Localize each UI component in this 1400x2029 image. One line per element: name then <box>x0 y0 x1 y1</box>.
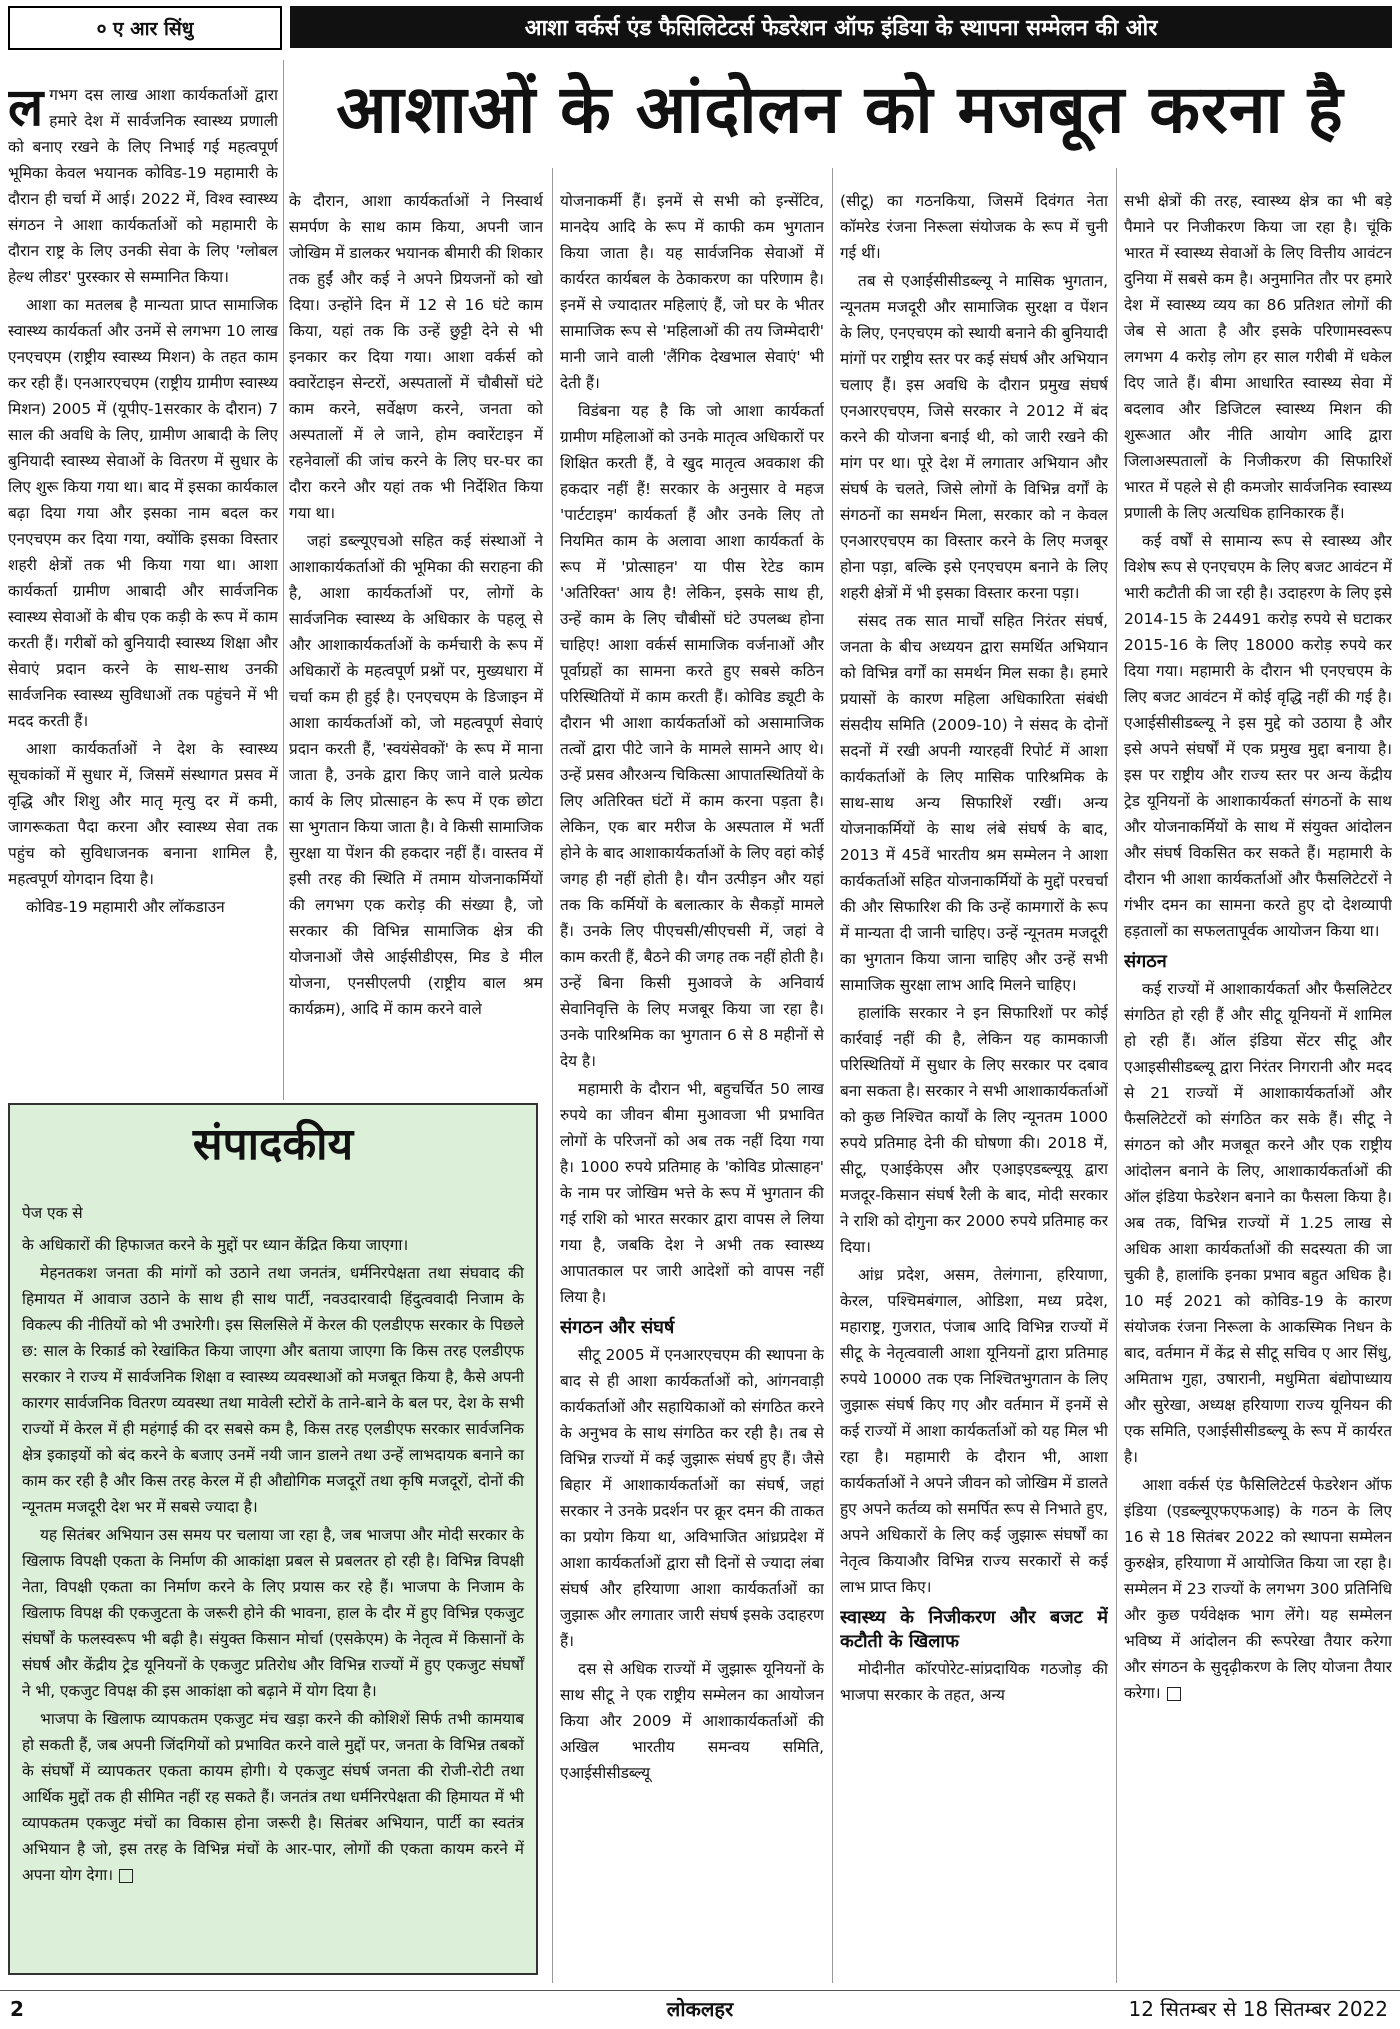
article-paragraph: आशा का मतलब है मान्यता प्राप्त सामाजिक स्वास्थ्य कार्यकर्ता और उनमें से लगभग 10 लाख एनएचएम (राष्ट्रीय स्वास्थ्य मिशन) के तहत काम कर रही हैं। एनआरएचएम (राष्ट्रीय ग्रामीण स्वास्थ्य मिशन) 2005 में (यूपीए-1सरकार के दौरान) 7 साल की अवधि के लिए, ग्रामीण आबादी के लिए बुनियादी स्वास्थ्य सेवाओं के वितरण में सुधार के लिए शुरू किया गया था। बाद में इसका कार्यकाल बढ़ा दिया गया और इसका नाम बदल कर एनएचएम कर दिया गया, क्योंकि इसका विस्तार शहरी क्षेत्रों तक भी किया गया था। आशा कार्यकर्ता ग्रामीण आबादी और सार्वजनिक स्वास्थ्य सेवाओं के बीच एक कड़ी के रूप में काम करती हैं। गरीबों को बुनियादी स्वास्थ्य शिक्षा और सेवाएं प्रदान करने के साथ-साथ उनकी सार्वजनिक स्वास्थ्य सुविधाओं तक पहुंचने में भी मदद करती हैं। <box>8 296 278 730</box>
article-paragraph: लगभग दस लाख आशा कार्यकर्ताओं द्वारा हमारे देश में सार्वजनिक स्वास्थ्य प्रणाली को बनाए रखने के लिए निभाई गई महत्वपूर्ण भूमिका केवल भयानक कोविड-19 महामारी के दौरान ही चर्चा में आई। 2022 में, विश्व स्वास्थ्य संगठन ने आशा कार्यकर्ताओं को महामारी के दौरान राष्ट्र के लिए उनकी सेवा के लिए 'ग्लोबल हेल्थ लीडर' पुरस्कार से सम्मानित किया। <box>8 82 278 286</box>
editorial-title: संपादकीय <box>192 1119 354 1170</box>
editorial-paragraph: मेहनतकश जनता की मांगों को उठाने तथा जनतंत्र, धर्मनिरपेक्षता तथा संघवाद की हिमायत में आवाज उठाने के साथ ही साथ पार्टी, नवउदारवादी हिंदुत्ववादी निजाम के विकल्प की नीतियों को भी उभारेगी। इस सिलसिले में केरल की एलडीएफ सरकार के पिछले छ: साल के रिकार्ड को रेखांकित किया जाएगा और बताया जाएगा कि किस तरह एलडीएफ सरकार ने राज्य में सार्वजनिक शिक्षा व स्वास्थ्य व्यवस्थाओं को मजबूत किया है, कैसे अपनी कारगर सार्वजनिक वितरण व्यवस्था तथा मावेली स्टोरों के ताने-बाने के बल पर, देश के सभी राज्यों में केरल में ही महंगाई की दर सबसे कम है, किस तरह एलडीएफ सरकार सार्वजनिक क्षेत्र इकाइयों को बंद करने के बजाए उनमें नयी जान डालने तथा उन्हें लाभदायक बनाने का काम कर रही है और किस तरह केरल में ही औद्योगिक मजदूरों तथा कृषि मजदूरों, दोनों की न्यूनतम मजदूरी देश भर में सबसे ज्यादा है। <box>22 1264 524 1516</box>
subheading: स्वास्थ्य के निजीकरण और बजट में कटौती के खिलाफ <box>840 1607 1108 1652</box>
article-paragraph: जहां डब्ल्यूएचओ सहित कई संस्थाओं ने आशाकार्यकर्ताओं की भूमिका की सराहना की है, आशा कार्यकर्ताओं पर, लोगों के सार्वजनिक स्वास्थ्य के अधिकार के पहलू से और आशाकार्यकर्ताओं के कर्मचारी के रूप में अधिकारों के महत्वपूर्ण प्रश्नों पर, मुख्यधारा में चर्चा कम ही हुई है। एनएचएम के डिजाइन में आशा कार्यकर्ताओं को, जो महत्वपूर्ण सेवाएं प्रदान करती हैं, 'स्वयंसेवकों' के रूप में माना जाता है, उनके द्वारा किए जाने वाले प्रत्येक कार्य के लिए प्रोत्साहन के रूप में एक छोटा सा भुगतान किया जाता है। वे किसी सामाजिक सुरक्षा या पेंशन की हकदार नहीं हैं। वास्तव में इसी तरह की स्थिति में तमाम योजनाकर्मियों की लगभग एक करोड़ की संख्या है, जो सरकार की विभिन्न सामाजिक क्षेत्र की योजनाओं जैसे आईसीडीएस, मिड डे मील योजना, एनसीएलपी (राष्ट्रीय बाल श्रम कार्यक्रम), आदि में काम करने वाले <box>289 532 543 1018</box>
article-column-5 <box>1124 188 1392 1978</box>
article-column-2 <box>289 188 543 1098</box>
continuation-label: पेज एक से <box>22 1204 83 1222</box>
author-byline: ० ए आर सिंधु <box>8 6 282 50</box>
article-paragraph: आशा वर्कर्स एंड फैसिलिटेटर्स फेडरेशन ऑफ इंडिया (एडब्ल्यूएफएफआइ) के गठन के लिए 16 से 18 सितंबर 2022 को स्थापना सम्मेलन कुरुक्षेत्र, हरियाणा में आयोजित किया जा रहा है। सम्मेलन में 23 राज्यों के लगभग 300 प्रतिनिधि और कुछ पर्यवेक्षक भाग लेंगे। यह सम्मेलन भविष्य में आंदोलन की रूपरेखा तैयार करेगा और संगठन के सुदृढ़ीकरण के लिए योजना तैयार करेगा। <box>1124 1476 1392 1702</box>
article-paragraph: के दौरान, आशा कार्यकर्ताओं ने निस्वार्थ समर्पण के साथ काम किया, अपनी जान जोखिम में डालकर भयानक बीमारी की शिकार तक हुईं और कई ने अपने प्रियजनों को खो दिया। उन्होंने दिन में 12 से 16 घंटे काम किया, यहां तक कि उन्हें छुट्टी देने से भी इनकार कर दिया गया। आशा वर्कर्स को क्वारेंटाइन सेन्टरों, अस्पतालों में चौबीसों घंटे काम करने, सर्वेक्षण करने, जनता को अस्पतालों में ले जाने, होम क्वारेंटाइन में रहनेवालों की जांच करने के लिए घर-घर का दौरा करने और यहां तक भी निर्देशित किया गया था। <box>289 192 543 522</box>
editorial-paragraph: भाजपा के खिलाफ व्यापकतम एकजुट मंच खड़ा करने की कोशिशें सिर्फ तभी कामयाब हो सकती हैं, जब अपनी जिंदगियों को प्रभावित करने वाले मुद्दों पर, जनता के विभिन्न तबकों के संघर्षों में व्यापकतर एकता कायम होगी। ये एकजुट संघर्ष जनता की रोजी-रोटी तथा आर्थिक मुद्दों तक ही सीमित नहीं रह सकते हैं। जनतंत्र तथा धर्मनिरपेक्षता की हिमायत में भी व्यापकतम एकजुट मंचों का विकास होना जरूरी है। सितंबर अभियान, पार्टी का स्वतंत्र अभियान है जो, इस तरह के विभिन्न मंचों के आर-पार, लोगों की एकता कायम करने में अपना योग देगा। <box>22 1710 524 1884</box>
article-paragraph: मोदीनीत कॉरपोरेट-सांप्रदायिक गठजोड़ की भाजपा सरकार के तहत, अन्य <box>840 1660 1108 1704</box>
article-paragraph: कोविड-19 महामारी और लॉकडाउन <box>26 898 225 916</box>
subheading: संगठन <box>1124 951 1167 972</box>
subheading: संगठन और संघर्ष <box>560 1317 675 1338</box>
end-mark-icon <box>119 1869 133 1883</box>
column-rule <box>283 60 284 1100</box>
column-rule <box>832 168 833 1983</box>
end-mark-icon <box>1167 1687 1181 1701</box>
issue-date: 12 सितम्बर से 18 सितम्बर 2022 <box>1128 1997 1388 2021</box>
article-column-3 <box>560 188 824 1978</box>
article-paragraph: योजनाकर्मी हैं। इनमें से सभी को इन्सेंटिव, मानदेय आदि के रूप में काफी कम भुगतान किया जाता है। यह सार्वजनिक सेवाओं में कार्यरत कार्यबल के ठेकाकरण का परिणाम है। इनमें से ज्यादातर महिलाएं हैं, जो घर के भीतर सामाजिक रूप से 'महिलाओं की तय जिम्मेदारी' मानी जाने वाली 'लैंगिक देखभाल सेवाएं' भी देती हैं। <box>560 192 824 392</box>
article-paragraph: सीटू 2005 में एनआरएचएम की स्थापना के बाद से ही आशा कार्यकर्ताओं को, आंगनवाड़ी कार्यकर्ताओं और सहायिकाओं को संगठित करने के अनुभव के साथ संगठित कर रही है। तब से विभिन्न राज्यों में कई जुझारू संघर्ष हुए हैं। जैसे बिहार में आशाकार्यकर्ताओं का संघर्ष, जहां सरकार ने उनके प्रदर्शन पर क्रूर दमन की ताकत का प्रयोग किया था, अविभाजित आंध्रप्रदेश में आशा कार्यकर्ताओं द्वारा सौ दिनों से ज्यादा लंबा संघर्ष और हरियाणा आशा कार्यकर्ताओं का जुझारू और लगातार जारी संघर्ष इसके उदाहरण हैं। <box>560 1346 824 1650</box>
page-footer <box>0 1990 1400 2029</box>
article-paragraph: महामारी के दौरान भी, बहुचर्चित 50 लाख रुपये का जीवन बीमा मुआवजा भी प्रभावित लोगों के परिजनों को अब तक नहीं दिया गया है। 1000 रुपये प्रतिमाह के 'कोविड प्रोत्साहन' के नाम पर जोखिम भत्ते के रूप में भुगतान की गई राशि को भारत सरकार द्वारा वापस ले लिया गया है, जबकि देश ने अभी तक स्वास्थ्य आपातकाल पर जारी आदेशों को वापस नहीं लिया है। <box>560 1080 824 1306</box>
editorial-paragraph: के अधिकारों की हिफाजत करने के मुद्दों पर ध्यान केंद्रित किया जाएगा। <box>22 1236 409 1254</box>
dropcap: ल <box>8 82 44 138</box>
column-rule <box>552 168 553 1983</box>
article-paragraph: कई राज्यों में आशाकार्यकर्ता और फैसलिटेटर संगठित हो रही हैं और सीटू यूनियनों में शामिल हो रही हैं। ऑल इंडिया सेंटर सीटू और एआइसीसीडब्ल्यू द्वारा निरंतर निगरानी और मदद से 21 राज्यों में आशाकार्यकर्ताओं और फैसलिटेटरों को संगठित कर सके हैं। सीटू ने संगठन को और मजबूत करने और एक राष्ट्रीय आंदोलन बनाने के लिए, आशाकार्यकर्ताओं की ऑल इंडिया फेडरेशन बनाने का फैसला किया है। अब तक, विभिन्न राज्यों में 1.25 लाख से अधिक आशा कार्यकर्ताओं की सदस्यता की जा चुकी है, हालांकि इनका प्रभाव बहुत अधिक है। 10 मई 2021 को कोविड-19 के कारण संयोजक रंजना निरूला के आकस्मिक निधन के बाद, वर्तमान में केंद्र से सीटू सचिव ए आर सिंधु, अमिताभ गुहा, उषारानी, मधुमिता बंद्योपाध्याय और सुरेखा, अध्यक्ष हरियाणा राज्य यूनियन की एक समिति, एआईसीसीडब्ल्यू के रूप में कार्यरत है। <box>1124 980 1392 1466</box>
article-paragraph: विडंबना यह है कि जो आशा कार्यकर्ता ग्रामीण महिलाओं को उनके मातृत्व अधिकारों पर शिक्षित करती हैं, वे खुद मातृत्व अवकाश की हकदार नहीं हैं! सरकार के अनुसार वे महज 'पार्टटाइम' कार्यकर्ता हैं और उनके लिए तो नियमित काम के अलावा आशा कार्यकर्ता के रूप में 'प्रोत्साहन' या पीस रेटेड काम 'अतिरिक्त' आय है! लेकिन, इसके साथ ही, उन्हें काम के लिए चौबीसों घंटे उपलब्ध होना चाहिए! आशा वर्कर्स सामाजिक वर्जनाओं और पूर्वाग्रहों का सामना करते हुए सबसे कठिन परिस्थितियों में काम करती हैं। कोविड ड्यूटी के दौरान भी आशा कार्यकर्ताओं को असामाजिक तत्वों द्वारा पीटे जाने के मामले सामने आए थे। उन्हें प्रसव औरअन्य चिकित्सा आपातस्थितियों के लिए अतिरिक्त घंटों में काम करना पड़ता है। लेकिन, एक बार मरीज के अस्पताल में भर्ती होने के बाद आशाकार्यकर्ताओं के लिए वहां कोई जगह ही नहीं होती है। यौन उत्पीड़न और यहां तक कि कर्मियों के बलात्कार के सैकड़ों मामले हैं। उनके लिए पीएचसी/सीएचसी में, जहां वे काम करती हैं, बैठने की जगह तक नहीं होती है। उन्हें बिना किसी मुआवजे के अनिवार्य सेवानिवृत्ति के लिए मजबूर किया जा रहा है। उनके पारिश्रमिक का भुगतान 6 से 8 महीनों से देय है। <box>560 402 824 1070</box>
article-column-4 <box>840 188 1108 1978</box>
article-paragraph: संसद तक सात मार्चों सहित निरंतर संघर्ष, जनता के बीच अध्ययन द्वारा समर्थित अभियान को विभिन्न वर्गों का समर्थन मिल सका है। हमारे प्रयासों के कारण महिला अधिकारिता संबंधी संसदीय समिति (2009-10) ने संसद के दोनों सदनों में रखी अपनी ग्यारहवीं रिपोर्ट में आशा कार्यकर्ताओं के लिए मासिक पारिश्रमिक के साथ-साथ अन्य सिफारिशें रखीं। अन्य योजनाकर्मियों के साथ लंबे संघर्ष के बाद, 2013 में 45वें भारतीय श्रम सम्मेलन ने आशा कार्यकर्ताओं सहित योजनाकर्मियों के मुद्दों परचर्चा की और सिफारिश की कि उन्हें कामगारों के रूप में मान्यता दी जानी चाहिए। उन्हें न्यूनतम मजदूरी का भुगतान किया जाना चाहिए और उन्हें सभी सामाजिक सुरक्षा लाभ आदि मिलने चाहिए। <box>840 612 1108 994</box>
article-paragraph: (सीटू) का गठनकिया, जिसमें दिवंगत नेता कॉमरेड रंजना निरूला संयोजक के रूप में चुनी गई थीं। <box>840 192 1108 262</box>
article-paragraph: सभी क्षेत्रों की तरह, स्वास्थ्य क्षेत्र का भी बड़े पैमाने पर निजीकरण किया जा रहा है। चूंकि भारत में स्वास्थ्य सेवाओं के लिए वित्तीय आवंटन दुनिया में सबसे कम है। अनुमानित तौर पर हमारे देश में स्वास्थ्य व्यय का 86 प्रतिशत लोगों की जेब से आता है और इसके परिणामस्वरूप लगभग 4 करोड़ लोग हर साल गरीबी में धकेल दिए जाते हैं। बीमा आधारित स्वास्थ्य सेवा में बदलाव और डिजिटल स्वास्थ्य मिशन की शुरूआत और नीति आयोग आदि द्वारा जिलाअस्पतालों के निजीकरण की सिफारिशें भारत में पहले से ही कमजोर सार्वजनिक स्वास्थ्य प्रणाली के लिए अत्यधिक हानिकारक हैं। <box>1124 192 1392 522</box>
editorial-box <box>8 1103 538 1975</box>
article-paragraph: कई वर्षों से सामान्य रूप से स्वास्थ्य और विशेष रूप से एनएचएम के लिए बजट आवंटन में भारी कटौती की जा रही है। उदाहरण के लिए इसे 2014-15 के 24491 करोड़ रुपये से घटाकर 2015-16 के लिए 18000 करोड़ रुपये कर दिया गया। महामारी के दौरान भी एनएचएम के लिए बजट आवंटन में कोई वृद्धि नहीं की गई है। एआईसीसीडब्ल्यू ने इस मुद्दे को उठाया है और इसे अपने संघर्षों में एक प्रमुख मुद्दा बनाया है। इस पर राष्ट्रीय और राज्य स्तर पर अन्य केंद्रीय ट्रेड यूनियनों के आशाकार्यकर्ता संगठनों के साथ और योजनाकर्मियों के साथ में संयुक्त आंदोलन और संघर्ष विकसित कर सकते हैं। महामारी के दौरान भी आशा कार्यकर्ताओं और फैसलिटेटरों ने गंभीर दमन का सामना करते हुए दो देशव्यापी हड़तालों का सफलतापूर्वक आयोजन किया था। <box>1124 532 1392 940</box>
article-paragraph: आंध्र प्रदेश, असम, तेलंगाना, हरियाणा, केरल, पश्चिमबंगाल, ओडिशा, मध्य प्रदेश, महाराष्ट्र, गुजरात, पंजाब आदि विभिन्न राज्यों में सीटू के नेतृत्ववाली आशा यूनियनों द्वारा प्रतिमाह रुपये 10000 तक एक निश्चितभुगतान के लिए जुझारू संघर्ष किए गए और वर्तमान में इनमें से कई राज्यों में आशा कार्यकर्ताओं को यह मिल भी रहा है। महामारी के दौरान भी, आशा कार्यकर्ताओं ने अपने जीवन को जोखिम में डालते हुए अपने कर्तव्य को समर्पित रूप से निभाते हुए, अपने अधिकारों के लिए कई जुझारू संघर्षों का नेतृत्व कियाऔर विभिन्न राज्य सरकारों से कई लाभ प्राप्त किए। <box>840 1266 1108 1596</box>
publication-name: लोकलहर <box>666 1997 734 2021</box>
editorial-paragraph: यह सितंबर अभियान उस समय पर चलाया जा रहा है, जब भाजपा और मोदी सरकार के खिलाफ विपक्षी एकता के निर्माण की आकांक्षा प्रबल से प्रबलतर हो रही है। विभिन्न विपक्षी नेता, विपक्षी एकता का निर्माण करने के लिए प्रयास कर रहे हैं। भाजपा के निजाम के खिलाफ विपक्ष की एकजुटता के जरूरी होने की भावना, हाल के दौर में हुए विभिन्न एकजुट संघर्षों के फलस्वरूप भी बढ़ी है। संयुक्त किसान मोर्चा (एसकेएम) के नेतृत्व में किसानों के संघर्ष और केंद्रीय ट्रेड यूनियनों के एकजुट प्रतिरोध और विभिन्न राज्यों में हुए एकजुट संघर्षों ने भी, एकजुट विपक्ष की इस आकांक्षा को बढ़ाने में योग दिया है। <box>22 1526 524 1700</box>
page-number: 2 <box>10 1997 24 2021</box>
editorial-body <box>22 1200 524 1890</box>
article-column-1 <box>8 82 278 1092</box>
article-paragraph: दस से अधिक राज्यों में जुझारू यूनियनों के साथ सीटू ने एक राष्ट्रीय सम्मेलन का आयोजन किया और 2009 में आशाकार्यकर्ताओं की अखिल भारतीय समन्वय समिति, एआईसीसीडब्ल्यू <box>560 1660 824 1782</box>
column-rule <box>1116 168 1117 1983</box>
article-paragraph: तब से एआईसीसीडब्ल्यू ने मासिक भुगतान, न्यूनतम मजदूरी और सामाजिक सुरक्षा व पेंशन के लिए, एनएचएम को स्थायी बनाने की बुनियादी मांगों पर राष्ट्रीय स्तर पर कई संघर्ष और अभियान चलाए हैं। इस अवधि के दौरान प्रमुख संघर्ष एनआरएचएम, जिसे सरकार ने 2012 में बंद करने की योजना बनाई थी, को जारी रखने की मांग पर था। पूरे देश में लगातार अभियान और संघर्ष के चलते, जिसे लोगों के विभिन्न वर्गों के संगठनों का समर्थन मिला, सरकार को न केवल एनआरएचएम का विस्तार करने के लिए मजबूर होना पड़ा, बल्कि इसे एनएचएम बनाने के लिए शहरी क्षेत्रों में भी इसका विस्तार करना पड़ा। <box>840 272 1108 602</box>
kicker-banner: आशा वर्कर्स एंड फैसिलिटेटर्स फेडरेशन ऑफ इंडिया के स्थापना सम्मेलन की ओर <box>290 6 1392 48</box>
headline: आशाओं के आंदोलन को मजबूत करना है <box>336 71 1344 148</box>
article-paragraph: आशा कार्यकर्ताओं ने देश के स्वास्थ्य सूचकांकों में सुधार में, जिसमें संस्थागत प्रसव में वृद्धि और शिशु और मातृ मृत्यु दर में कमी, जागरूकता पैदा करना और स्वास्थ्य सेवा तक पहुंच को सुविधाजनक बनाना शामिल है, महत्वपूर्ण योगदान दिया है। <box>8 740 278 888</box>
article-paragraph: हालांकि सरकार ने इन सिफारिशों पर कोई कार्रवाई नहीं की है, लेकिन यह कामकाजी परिस्थितियों में सुधार के लिए सरकार पर दबाव बना सकता है। सरकार ने सभी आशाकार्यकर्ताओं को कुछ निश्चित कार्यों के लिए न्यूनतम 1000 रुपये प्रतिमाह देनी की घोषणा की। 2018 में, सीटू, एआईकेएस और एआइएडब्ल्यूयू द्वारा मजदूर-किसान संघर्ष रैली के बाद, मोदी सरकार ने राशि को दोगुना कर 2000 रुपये प्रतिमाह कर दिया। <box>840 1004 1108 1256</box>
